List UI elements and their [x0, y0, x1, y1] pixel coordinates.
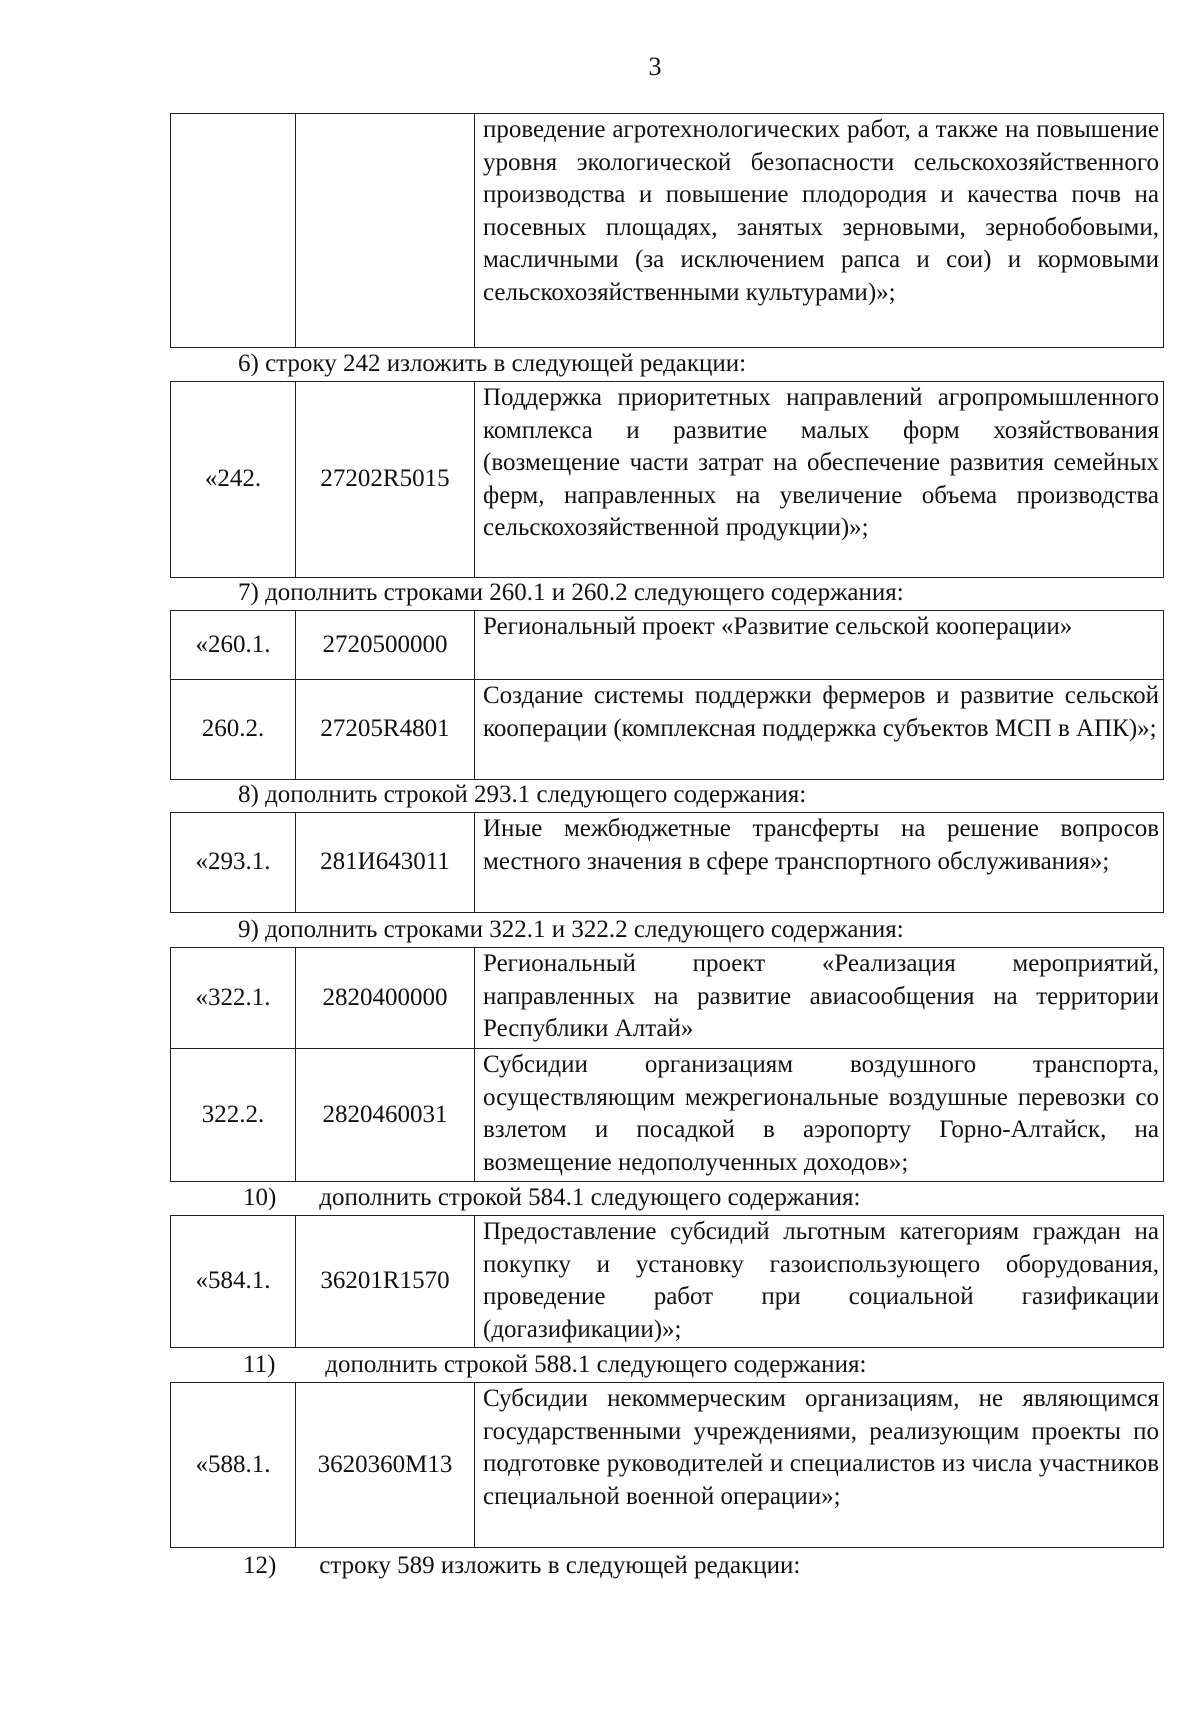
row-code-cell: 2820460031: [296, 1049, 475, 1182]
item-number: 10): [243, 1184, 277, 1211]
row-text-cell: Субсидии некоммерческим организациям, не являющимся государственными учреждениями, реализующим проекты по подготовке руководителей и специалистов из числа участников специальной военной операции»;: [475, 1383, 1164, 1548]
row-number-cell: 322.2.: [171, 1049, 296, 1182]
item-number: 8): [238, 781, 259, 808]
amendment-item-12: [243, 1550, 800, 1582]
table-row: [171, 948, 1164, 1049]
row-code-cell: 2820400000: [296, 948, 475, 1049]
table-row: [171, 611, 1164, 680]
row-number-cell: [171, 114, 296, 348]
table-row: [171, 382, 1164, 578]
row-code-cell: 27205R4801: [296, 680, 475, 780]
amendment-item-10: [243, 1182, 860, 1214]
amendment-item-11: [243, 1349, 866, 1381]
row-text-cell: Иные межбюджетные трансферты на решение вопросов местного значения в сфере транспортного обслуживания»;: [475, 813, 1164, 913]
table-lines-260: [170, 610, 1164, 780]
amendment-item-9: [238, 914, 904, 946]
row-text-cell: Субсидии организациям воздушного транспорта, осуществляющим межрегиональные воздушные перевозки со взлетом и посадкой в аэропорту Горно-Алтайск, на возмещение недополученных доходов»;: [475, 1049, 1164, 1182]
table-row: [171, 813, 1164, 913]
table-row: [171, 1383, 1164, 1548]
table-row: [171, 1216, 1164, 1348]
row-text-cell: проведение агротехнологических работ, а также на повышение уровня экологической безопасности сельскохозяйственного производства и повышение плодородия и качества почв на посевных площадях, занятых зерновыми, зернобобовыми, масличными (за исключением рапса и сои) и кормовыми сельскохозяйственными культурами)»;: [475, 114, 1164, 348]
row-code-cell: 27202R5015: [296, 382, 475, 578]
table-row: [171, 680, 1164, 780]
row-number-cell: «584.1.: [171, 1216, 296, 1348]
row-number-cell: «260.1.: [171, 611, 296, 680]
item-text: дополнить строками 322.1 и 322.2 следующего содержания:: [265, 916, 904, 943]
row-number-cell: «322.1.: [171, 948, 296, 1049]
row-text-cell: Предоставление субсидий льготным категориям граждан на покупку и установку газоиспользующего оборудования, проведение работ при социальной газификации (догазификации)»;: [475, 1216, 1164, 1348]
row-number-cell: 260.2.: [171, 680, 296, 780]
table-line-293: [170, 812, 1164, 913]
row-code-cell: 36201R1570: [296, 1216, 475, 1348]
row-number-cell: «242.: [171, 382, 296, 578]
table-line-584: [170, 1215, 1164, 1348]
item-text: строку 589 изложить в следующей редакции:: [319, 1552, 801, 1579]
table-row-continuation: [170, 113, 1164, 348]
amendment-item-7: [238, 577, 904, 609]
row-code-cell: 3620360М13: [296, 1383, 475, 1548]
amendment-item-6: [238, 348, 746, 380]
item-number: 7): [238, 579, 259, 606]
item-number: 9): [238, 916, 259, 943]
table-lines-322: [170, 947, 1164, 1182]
page-number: 3: [648, 52, 662, 81]
row-code-cell: [296, 114, 475, 348]
table-line-242: [170, 381, 1164, 578]
row-text-cell: Поддержка приоритетных направлений агропромышленного комплекса и развитие малых форм хозяйствования (возмещение части затрат на обеспечение развития семейных ферм, направленных на увеличение объема производства сельскохозяйственной продукции)»;: [475, 382, 1164, 578]
item-text: строку 242 изложить в следующей редакции:: [265, 350, 747, 377]
item-number: 6): [238, 350, 259, 377]
table-row: [171, 1049, 1164, 1182]
table-row: [171, 114, 1164, 348]
row-code-cell: 2720500000: [296, 611, 475, 680]
row-text-cell: Создание системы поддержки фермеров и развитие сельской кооперации (комплексная поддержка субъектов МСП в АПК)»;: [475, 680, 1164, 780]
row-number-cell: «293.1.: [171, 813, 296, 913]
row-number-cell: «588.1.: [171, 1383, 296, 1548]
item-text: дополнить строками 260.1 и 260.2 следующего содержания:: [265, 579, 904, 606]
item-number: 11): [243, 1351, 276, 1378]
table-line-588: [170, 1382, 1164, 1548]
item-text: дополнить строкой 293.1 следующего содержания:: [265, 781, 807, 808]
item-number: 12): [243, 1552, 277, 1579]
row-text-cell: Региональный проект «Развитие сельской кооперации»: [475, 611, 1164, 680]
amendment-item-8: [238, 779, 806, 811]
row-text-cell: Региональный проект «Реализация мероприятий, направленных на развитие авиасообщения на территории Республики Алтай»: [475, 948, 1164, 1049]
item-text: дополнить строкой 588.1 следующего содержания:: [325, 1351, 867, 1378]
row-code-cell: 281И643011: [296, 813, 475, 913]
item-text: дополнить строкой 584.1 следующего содержания:: [319, 1184, 861, 1211]
